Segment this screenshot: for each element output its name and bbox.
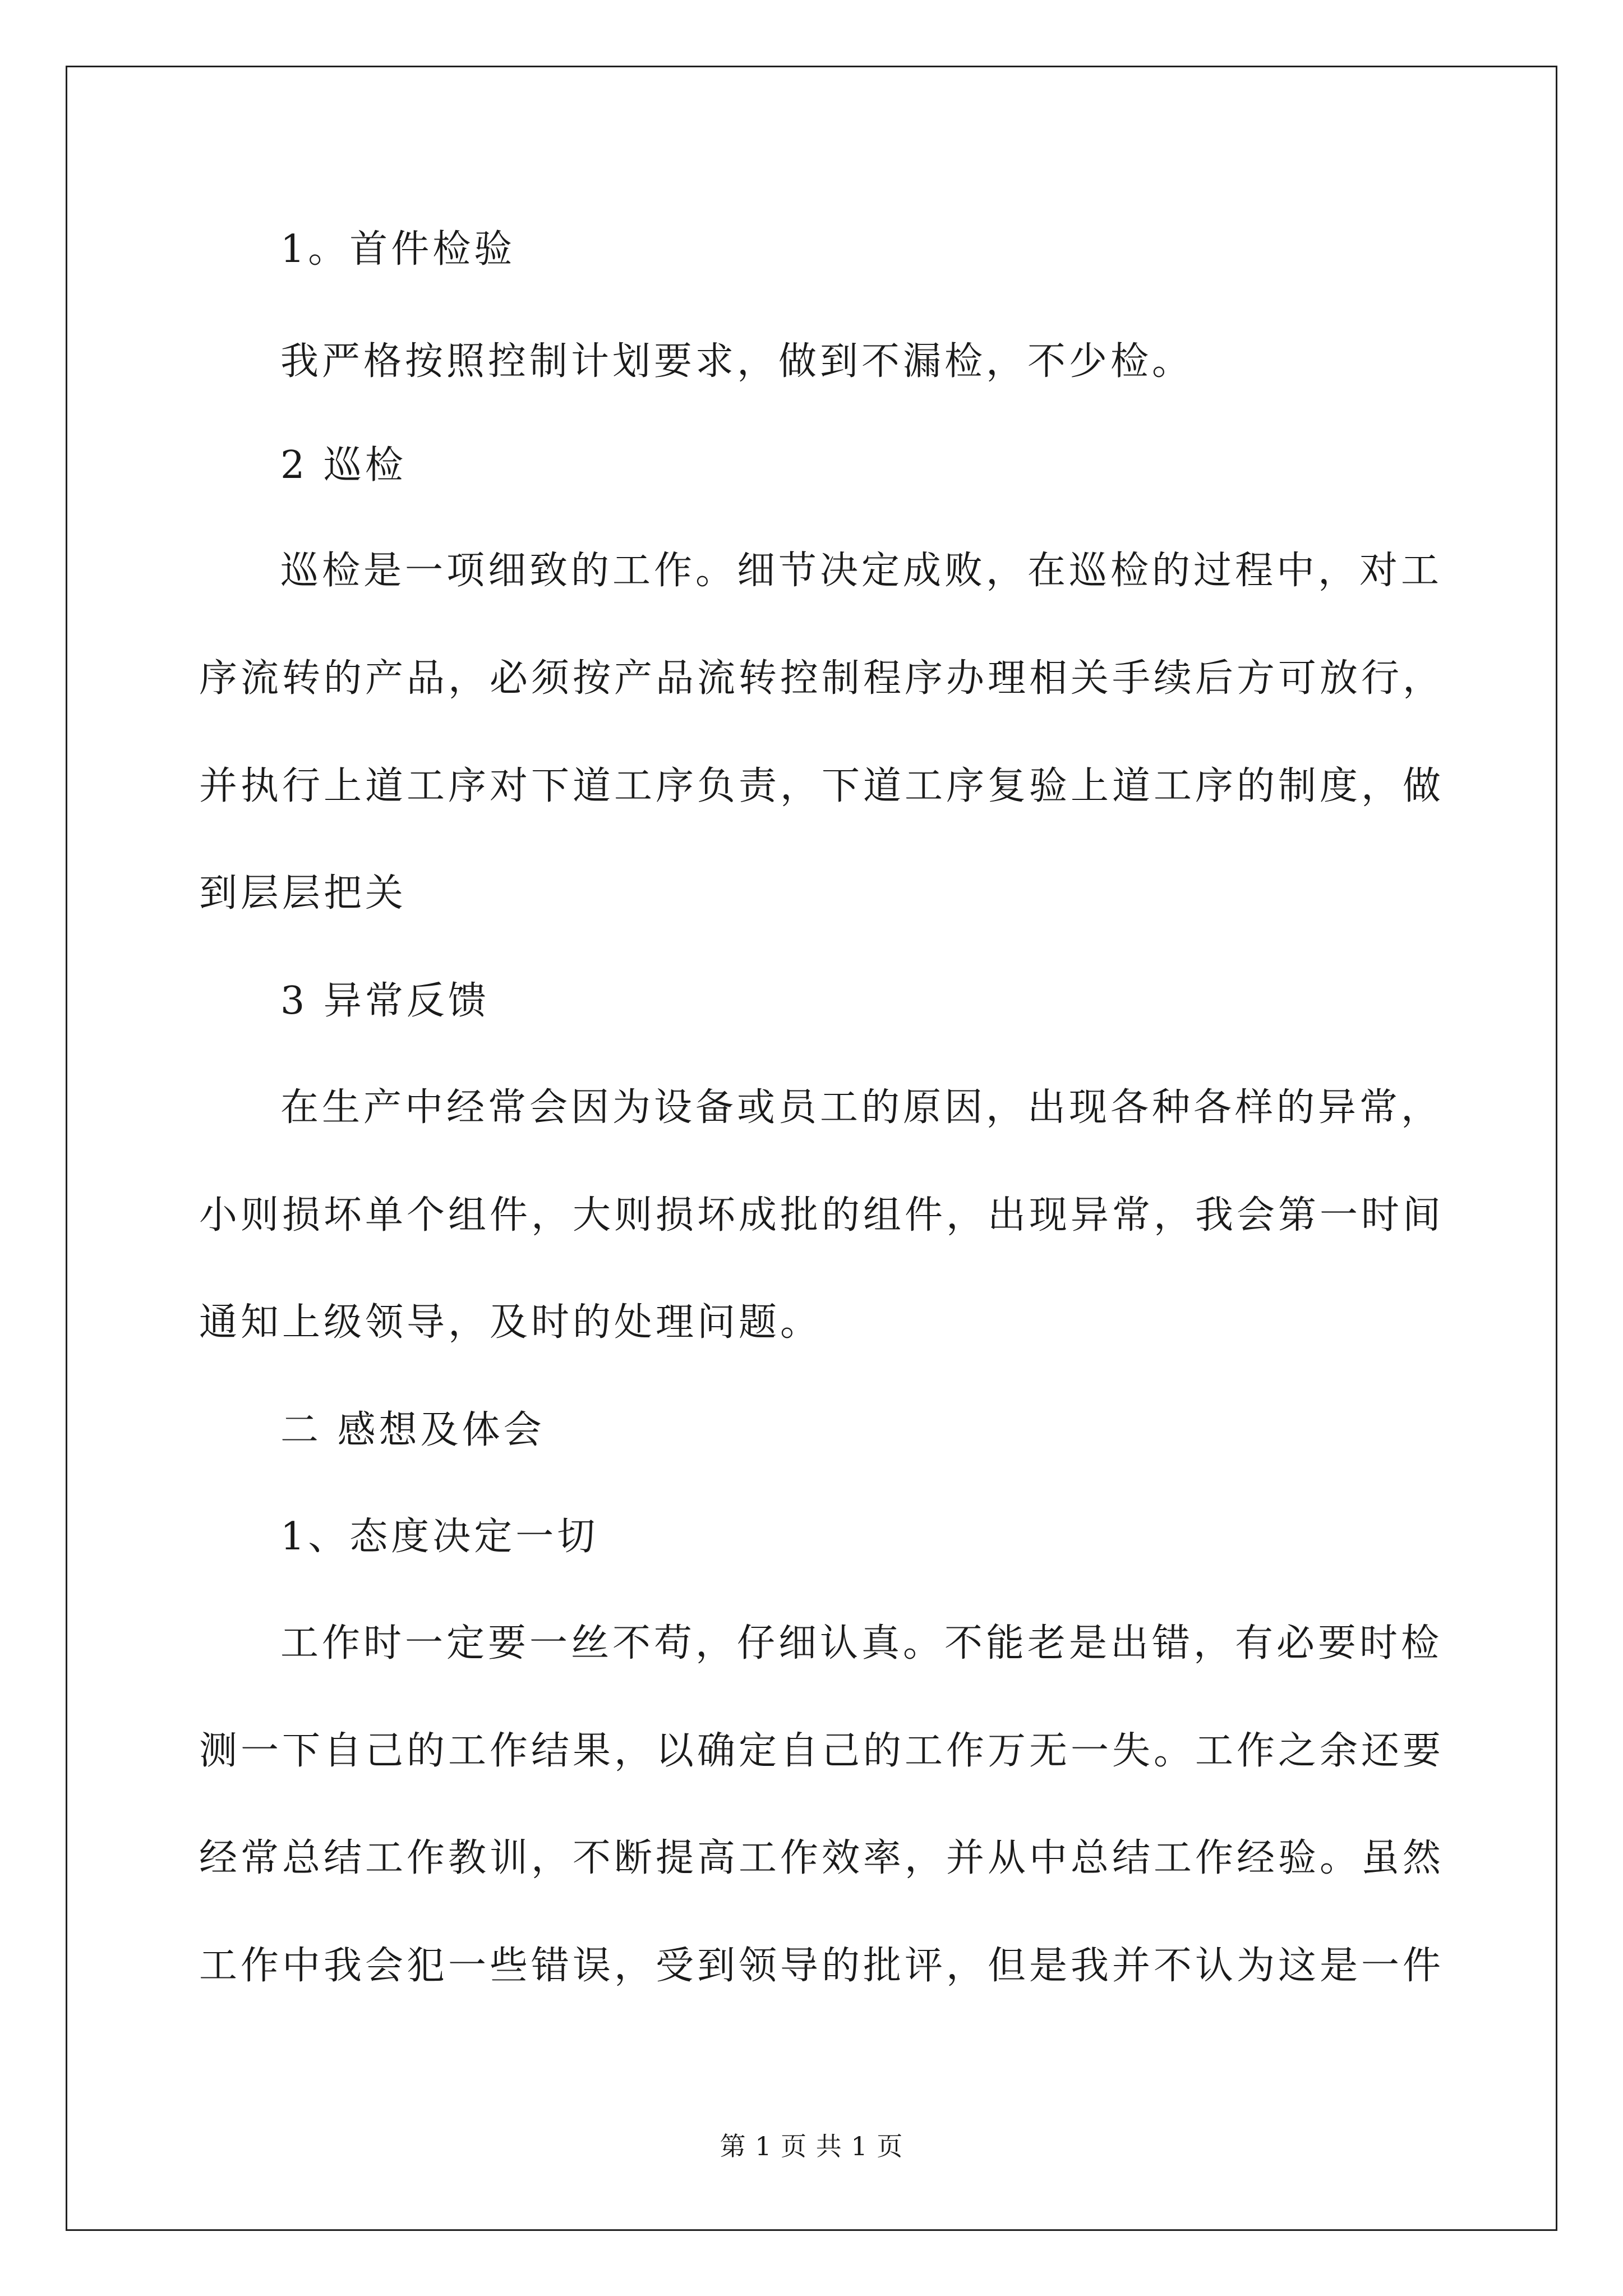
paragraph-line: 小则损坏单个组件，大则损坏成批的组件，出现异常，我会第一时间 [199, 1193, 1445, 1237]
paragraph-line: 到层层把关 [199, 871, 407, 915]
heading-patrol-inspection: 2 巡检 [280, 443, 407, 487]
paragraph-line: 我严格按照控制计划要求，做到不漏检，不少检。 [280, 339, 1194, 384]
paragraph-line: 通知上级领导，及时的处理问题。 [199, 1300, 822, 1345]
paragraph-line: 测一下自己的工作结果，以确定自己的工作万无一失。工作之余还要 [199, 1729, 1445, 1773]
page-number-footer: 第 1 页 共 1 页 [720, 2131, 903, 2161]
heading-exception-feedback: 3 异常反馈 [280, 979, 490, 1023]
paragraph-line: 巡检是一项细致的工作。细节决定成败，在巡检的过程中，对工 [280, 549, 1443, 593]
paragraph-line: 经常总结工作教训，不断提高工作效率，并从中总结工作经验。虽然 [199, 1836, 1445, 1880]
heading-first-article-inspection: 1。首件检验 [280, 227, 516, 272]
heading-thoughts-and-experience: 二 感想及体会 [280, 1408, 545, 1452]
heading-attitude-decides-everything: 1、态度决定一切 [280, 1515, 599, 1559]
paragraph-line: 工作时一定要一丝不苟，仔细认真。不能老是出错，有必要时检 [280, 1621, 1443, 1665]
paragraph-line: 工作中我会犯一些错误，受到领导的批评，但是我并不认为这是一件 [199, 1944, 1445, 1988]
paragraph-line: 并执行上道工序对下道工序负责，下道工序复验上道工序的制度，做 [199, 764, 1445, 808]
page-border [66, 66, 1557, 2231]
paragraph-line: 序流转的产品，必须按产品流转控制程序办理相关手续后方可放行， [199, 656, 1445, 701]
paragraph-line: 在生产中经常会因为设备或员工的原因，出现各种各样的异常， [280, 1085, 1443, 1130]
